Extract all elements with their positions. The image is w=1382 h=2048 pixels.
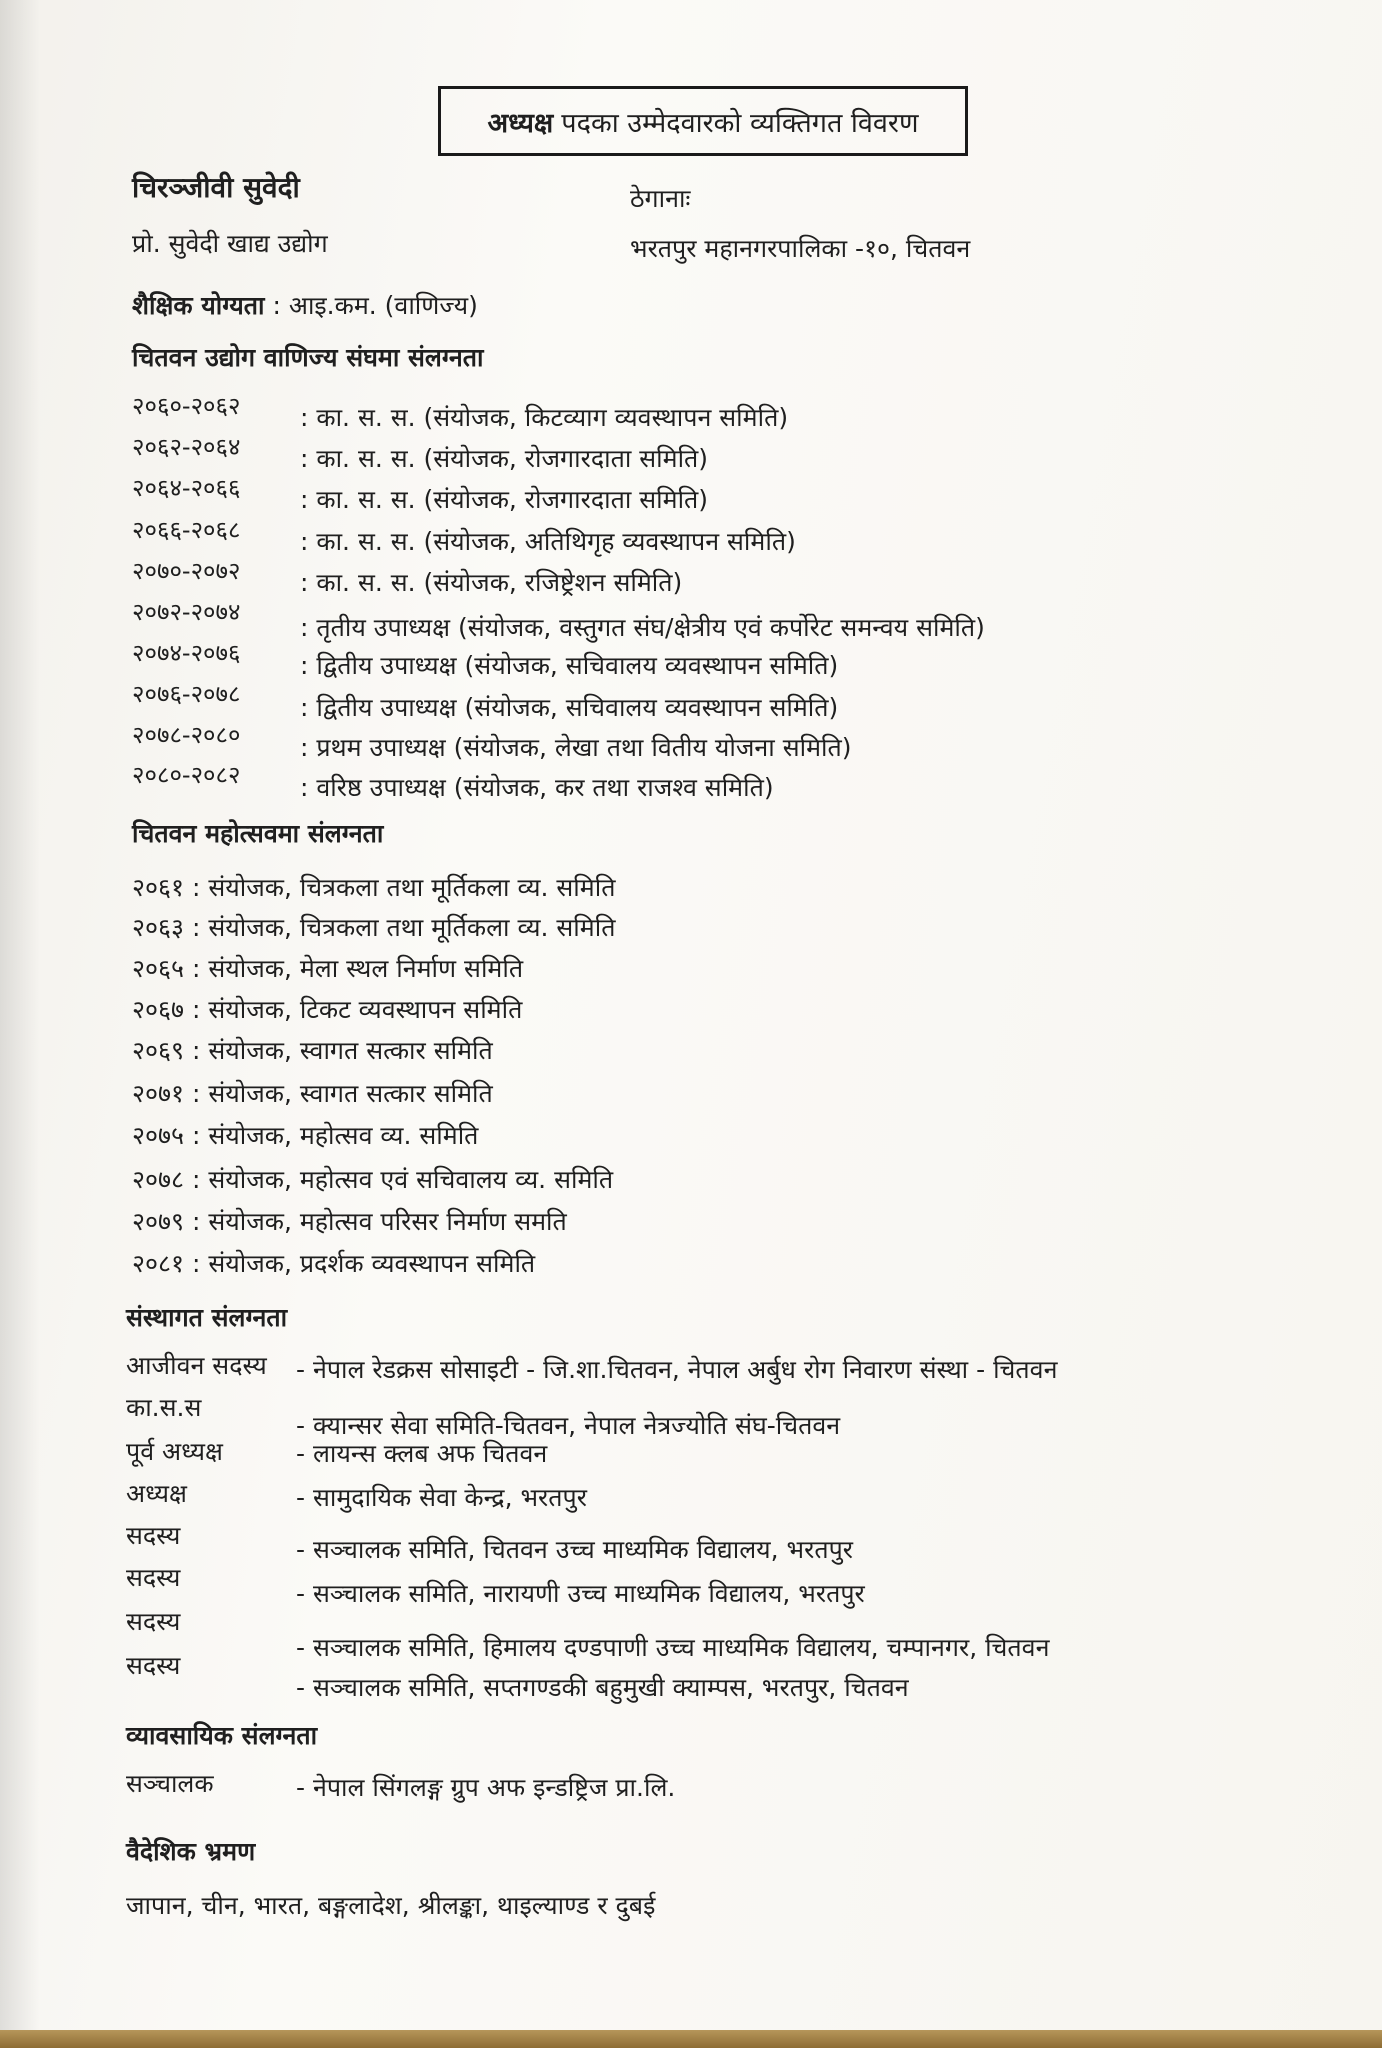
festival-item: २०६५ : संयोजक, मेला स्थल निर्माण समिति <box>132 954 524 983</box>
address-label: ठेगानाः <box>630 184 691 213</box>
chamber-years: २०७४-२०७६ <box>132 639 241 667</box>
chamber-years: २०६०-२०६२ <box>132 392 241 420</box>
travel-heading: वैदेशिक भ्रमण <box>126 1837 256 1866</box>
chamber-role: : का. स. स. (संयोजक, रोजगारदाता समिति) <box>300 444 709 473</box>
chamber-role: : तृतीय उपाध्यक्ष (संयोजक, वस्तुगत संघ/क्षेत्रीय एवं कर्पोरेट समन्वय समिति) <box>300 613 985 642</box>
chamber-role: : का. स. स. (संयोजक, रोजगारदाता समिति) <box>300 485 709 514</box>
institutional-detail: - सञ्चालक समिति, चितवन उच्च माध्यमिक विद्यालय, भरतपुर <box>296 1535 854 1564</box>
page-shadow <box>0 0 40 2048</box>
chamber-role: : द्वितीय उपाध्यक्ष (संयोजक, सचिवालय व्यवस्थापन समिति) <box>300 651 839 680</box>
institutional-detail: - सामुदायिक सेवा केन्द्र, भरतपुर <box>296 1483 587 1512</box>
festival-item: २०६१ : संयोजक, चित्रकला तथा मूर्तिकला व्य. समिति <box>132 873 616 902</box>
chamber-years: २०७८-२०८० <box>132 721 241 749</box>
candidate-name: चिरञ्जीवी सुवेदी <box>132 171 300 204</box>
chamber-heading: चितवन उद्योग वाणिज्य संघमा संलग्नता <box>132 343 484 372</box>
institutional-label: अध्यक्ष <box>126 1479 187 1508</box>
institutional-heading: संस्थागत संलग्नता <box>126 1303 288 1332</box>
chamber-role: : द्वितीय उपाध्यक्ष (संयोजक, सचिवालय व्यवस्थापन समिति) <box>300 693 839 722</box>
institutional-detail: - क्यान्सर सेवा समिति-चितवन, नेपाल नेत्रज्योति संघ-चितवन <box>296 1411 841 1440</box>
chamber-role: : का. स. स. (संयोजक, रजिष्ट्रेशन समिति) <box>300 568 683 597</box>
festival-item: २०७५ : संयोजक, महोत्सव व्य. समिति <box>132 1121 479 1150</box>
chamber-years: २०६४-२०६६ <box>132 474 241 502</box>
institutional-detail: - नेपाल रेडक्रस सोसाइटी - जि.शा.चितवन, नेपाल अर्बुध रोग निवारण संस्था - चितवन <box>296 1355 1058 1384</box>
title-bold: अध्यक्ष <box>487 107 554 139</box>
travel-countries: जापान, चीन, भारत, बङ्गलादेश, श्रीलङ्का, थाइल्याण्ड र दुबई <box>126 1891 656 1920</box>
institutional-label: सदस्य <box>126 1607 181 1636</box>
document-title <box>438 86 968 156</box>
festival-item: २०६३ : संयोजक, चित्रकला तथा मूर्तिकला व्य. समिति <box>132 913 616 942</box>
chamber-years: २०७२-२०७४ <box>132 598 241 626</box>
address-value: भरतपुर महानगरपालिका -१०, चितवन <box>630 234 971 263</box>
festival-item: २०७८ : संयोजक, महोत्सव एवं सचिवालय व्य. समिति <box>132 1165 614 1194</box>
chamber-years: २०८०-२०८२ <box>132 761 241 789</box>
institutional-label: पूर्व अध्यक्ष <box>126 1437 223 1466</box>
professional-detail: - नेपाल सिंगलङ्ग ग्रुप अफ इन्डष्ट्रिज प्रा.लि. <box>296 1773 676 1802</box>
festival-heading: चितवन महोत्सवमा संलग्नता <box>132 819 384 848</box>
institutional-label: आजीवन सदस्य <box>126 1351 267 1380</box>
institutional-detail: - लायन्स क्लब अफ चितवन <box>296 1439 548 1468</box>
education-label: शैक्षिक योग्यता <box>132 291 265 320</box>
chamber-role: : वरिष्ठ उपाध्यक्ष (संयोजक, कर तथा राजश्व समिति) <box>300 773 774 802</box>
institutional-label: सदस्य <box>126 1563 181 1592</box>
professional-label: सञ्चालक <box>126 1769 214 1798</box>
festival-item: २०७९ : संयोजक, महोत्सव परिसर निर्माण समति <box>132 1207 567 1236</box>
festival-item: २०८१ : संयोजक, प्रदर्शक व्यवस्थापन समिति <box>132 1249 536 1278</box>
chamber-role: : प्रथम उपाध्यक्ष (संयोजक, लेखा तथा वितीय योजना समिति) <box>300 733 852 762</box>
chamber-role: : का. स. स. (संयोजक, अतिथिगृह व्यवस्थापन समिति) <box>300 527 796 556</box>
chamber-years: २०६२-२०६४ <box>132 433 241 461</box>
festival-item: २०६७ : संयोजक, टिकट व्यवस्थापन समिति <box>132 995 523 1024</box>
chamber-years: २०६६-२०६८ <box>132 516 241 544</box>
education-line <box>132 290 478 322</box>
title-rest: पदका उम्मेदवारको व्यक्तिगत विवरण <box>561 107 919 139</box>
table-edge <box>0 2030 1382 2048</box>
institutional-label: सदस्य <box>126 1521 181 1550</box>
chamber-years: २०७६-२०७८ <box>132 680 241 708</box>
festival-item: २०६९ : संयोजक, स्वागत सत्कार समिति <box>132 1036 493 1065</box>
education-value: : आइ.कम. (वाणिज्य) <box>272 291 478 320</box>
institutional-label: का.स.स <box>126 1393 202 1422</box>
professional-heading: व्यावसायिक संलग्नता <box>126 1721 318 1750</box>
institutional-label: सदस्य <box>126 1651 181 1680</box>
festival-item: २०७१ : संयोजक, स्वागत सत्कार समिति <box>132 1079 493 1108</box>
institutional-detail: - सञ्चालक समिति, सप्तगण्डकी बहुमुखी क्याम्पस, भरतपुर, चितवन <box>296 1673 909 1702</box>
business-name: प्रो. सुवेदी खाद्य उद्योग <box>132 229 328 258</box>
institutional-detail: - सञ्चालक समिति, नारायणी उच्च माध्यमिक विद्यालय, भरतपुर <box>296 1579 865 1608</box>
chamber-role: : का. स. स. (संयोजक, किटव्याग व्यवस्थापन समिति) <box>300 403 789 432</box>
chamber-years: २०७०-२०७२ <box>132 557 241 585</box>
institutional-detail: - सञ्चालक समिति, हिमालय दण्डपाणी उच्च माध्यमिक विद्यालय, चम्पानगर, चितवन <box>296 1633 1050 1662</box>
